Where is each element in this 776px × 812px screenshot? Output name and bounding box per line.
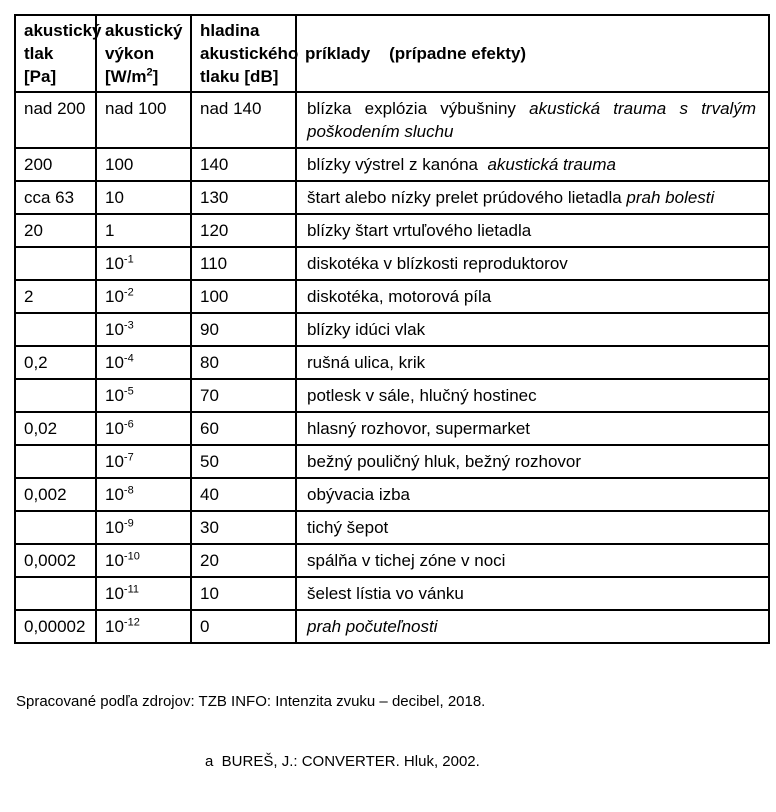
cell-pressure: nad 200 bbox=[15, 92, 96, 148]
table-row bbox=[15, 577, 769, 610]
table-row bbox=[15, 412, 769, 445]
cell-example: tichý šepot bbox=[296, 511, 769, 544]
cell-power: $10^{-7}$ bbox=[96, 445, 191, 478]
cell-power: nad 100 bbox=[96, 92, 191, 148]
cell-example: blízky štart vrtuľového lietadla bbox=[296, 214, 769, 247]
cell-power: $10^{-11}$ bbox=[96, 577, 191, 610]
cell-example: štart alebo nízky prelet prúdového lietadla prah bolesti bbox=[296, 181, 769, 214]
cell-example: diskotéka v blízkosti reproduktorov bbox=[296, 247, 769, 280]
cell-level: 100 bbox=[191, 280, 296, 313]
cell-example: blízky idúci vlak bbox=[296, 313, 769, 346]
cell-example: hlasný rozhovor, supermarket bbox=[296, 412, 769, 445]
cell-pressure: 0,002 bbox=[15, 478, 96, 511]
table-row bbox=[15, 92, 769, 148]
table-row bbox=[15, 511, 769, 544]
cell-example: diskotéka, motorová píla bbox=[296, 280, 769, 313]
cell-power: $10^{-4}$ bbox=[96, 346, 191, 379]
cell-level: 120 bbox=[191, 214, 296, 247]
sound-levels-table bbox=[14, 14, 770, 644]
table-row bbox=[15, 478, 769, 511]
cell-pressure bbox=[15, 379, 96, 412]
source-note-line2: a BUREŠ, J.: CONVERTER. Hluk, 2002. bbox=[205, 753, 480, 770]
cell-power: 100 bbox=[96, 148, 191, 181]
cell-pressure bbox=[15, 313, 96, 346]
cell-level: 140 bbox=[191, 148, 296, 181]
table-row bbox=[15, 181, 769, 214]
cell-level: 30 bbox=[191, 511, 296, 544]
cell-example: blízka explózia výbušniny akustická trauma s trvalým poškodením sluchu bbox=[296, 92, 769, 148]
cell-power: $10^{-1}$ bbox=[96, 247, 191, 280]
cell-power: $10^{-6}$ bbox=[96, 412, 191, 445]
cell-level: 70 bbox=[191, 379, 296, 412]
cell-power: 10 bbox=[96, 181, 191, 214]
cell-power: $10^{-5}$ bbox=[96, 379, 191, 412]
cell-power: $10^{-10}$ bbox=[96, 544, 191, 577]
column-header-examples: príklady (prípadne efekty) bbox=[296, 15, 769, 92]
table-row bbox=[15, 544, 769, 577]
cell-example: prah počuteľnosti bbox=[296, 610, 769, 643]
cell-level: 10 bbox=[191, 577, 296, 610]
table-row bbox=[15, 280, 769, 313]
table-row bbox=[15, 379, 769, 412]
table-row bbox=[15, 148, 769, 181]
cell-example: šelest lístia vo vánku bbox=[296, 577, 769, 610]
table-row bbox=[15, 214, 769, 247]
cell-level: 0 bbox=[191, 610, 296, 643]
cell-power: $10^{-12}$ bbox=[96, 610, 191, 643]
cell-level: 80 bbox=[191, 346, 296, 379]
cell-pressure: 0,02 bbox=[15, 412, 96, 445]
cell-power: $10^{-8}$ bbox=[96, 478, 191, 511]
cell-pressure: 2 bbox=[15, 280, 96, 313]
cell-level: nad 140 bbox=[191, 92, 296, 148]
cell-example: rušná ulica, krik bbox=[296, 346, 769, 379]
cell-example: obývacia izba bbox=[296, 478, 769, 511]
cell-pressure: 0,00002 bbox=[15, 610, 96, 643]
cell-pressure bbox=[15, 247, 96, 280]
column-header-sound-pressure-level: hladina akustického tlaku [dB] bbox=[191, 15, 296, 92]
cell-power: $10^{-2}$ bbox=[96, 280, 191, 313]
table-row bbox=[15, 313, 769, 346]
cell-pressure bbox=[15, 511, 96, 544]
cell-level: 60 bbox=[191, 412, 296, 445]
column-header-acoustic-pressure: akustický tlak [Pa] bbox=[15, 15, 96, 92]
cell-pressure: 0,0002 bbox=[15, 544, 96, 577]
table-row bbox=[15, 247, 769, 280]
column-header-acoustic-power: akustický výkon $[W/m^2]$ bbox=[96, 15, 191, 92]
cell-power: $10^{-3}$ bbox=[96, 313, 191, 346]
cell-level: 50 bbox=[191, 445, 296, 478]
cell-pressure: 200 bbox=[15, 148, 96, 181]
cell-power: 1 bbox=[96, 214, 191, 247]
cell-pressure bbox=[15, 445, 96, 478]
cell-pressure bbox=[15, 577, 96, 610]
source-note-line1: Spracované podľa zdrojov: TZB INFO: Intenzita zvuku – decibel, 2018. bbox=[16, 693, 486, 710]
table-row bbox=[15, 610, 769, 643]
cell-power: $10^{-9}$ bbox=[96, 511, 191, 544]
table-row bbox=[15, 346, 769, 379]
cell-level: 40 bbox=[191, 478, 296, 511]
table-body bbox=[15, 92, 769, 643]
cell-pressure: 20 bbox=[15, 214, 96, 247]
cell-level: 20 bbox=[191, 544, 296, 577]
source-note bbox=[16, 652, 485, 812]
cell-example: spálňa v tichej zóne v noci bbox=[296, 544, 769, 577]
cell-pressure: cca 63 bbox=[15, 181, 96, 214]
table-header-row bbox=[15, 15, 769, 92]
table-row bbox=[15, 445, 769, 478]
cell-example: blízky výstrel z kanóna akustická trauma bbox=[296, 148, 769, 181]
cell-example: bežný pouličný hluk, bežný rozhovor bbox=[296, 445, 769, 478]
cell-example: potlesk v sále, hlučný hostinec bbox=[296, 379, 769, 412]
cell-pressure: 0,2 bbox=[15, 346, 96, 379]
cell-level: 110 bbox=[191, 247, 296, 280]
cell-level: 90 bbox=[191, 313, 296, 346]
cell-level: 130 bbox=[191, 181, 296, 214]
